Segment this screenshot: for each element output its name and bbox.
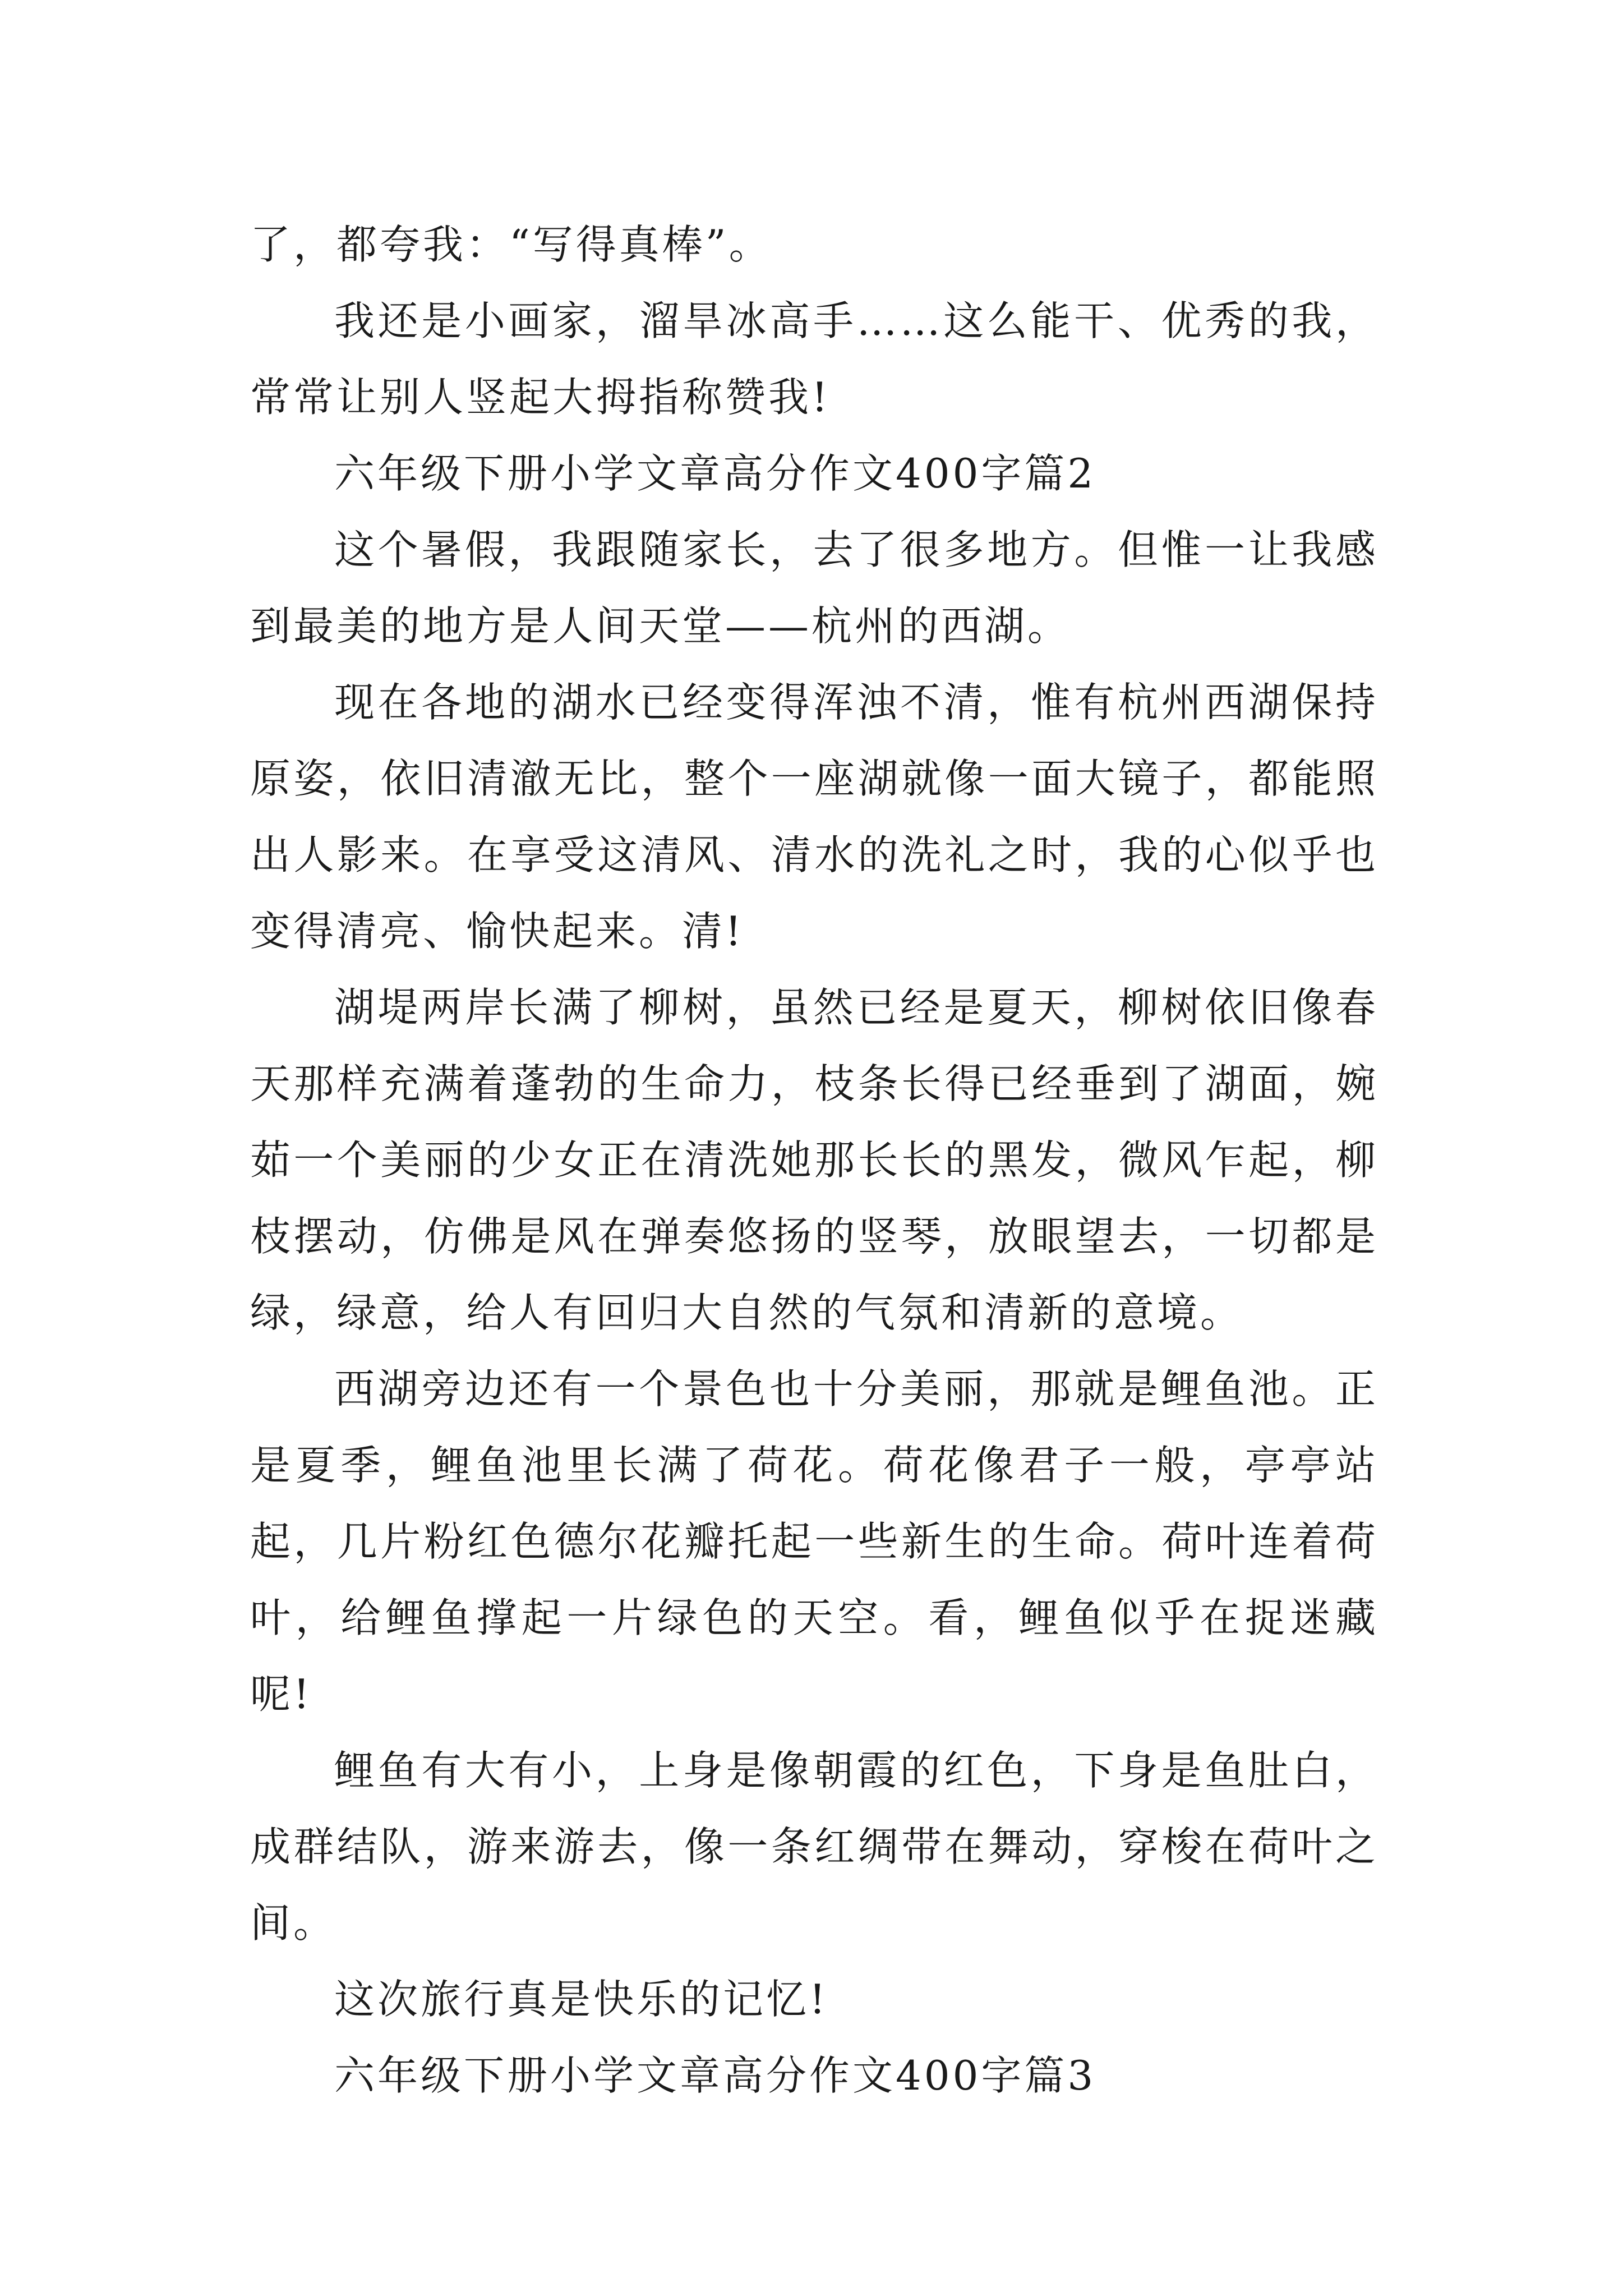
paragraph-carp-pond: 西湖旁边还有一个景色也十分美丽，那就是鲤鱼池。正是夏季，鲤鱼池里长满了荷花。荷花像君子一般，亭亭站起，几片粉红色德尔花瓣托起一些新生的生命。荷叶连着荷叶，给鲤鱼撑起一片绿色的天空。看，鲤鱼似乎在捉迷藏呢! — [250, 1365, 1378, 1718]
paragraph-carp: 鲤鱼有大有小，上身是像朝霞的红色，下身是鱼肚白，成群结队，游来游去，像一条红绸带在舞动，穿梭在荷叶之间。 — [250, 1747, 1378, 1947]
paragraph-continuation: 了，都夸我：“写得真棒”。 — [250, 221, 772, 268]
section-heading-3: 六年级下册小学文章高分作文400字篇3 — [334, 2052, 1096, 2099]
paragraph-conclusion: 这次旅行真是快乐的记忆! — [334, 1976, 828, 2023]
paragraph-summer-trip: 这个暑假，我跟随家长，去了很多地方。但惟一让我感到最美的地方是人间天堂——杭州的西湖。 — [250, 526, 1378, 650]
paragraph-skills: 我还是小画家，溜旱冰高手……这么能干、优秀的我，常常让别人竖起大拇指称赞我! — [250, 297, 1378, 421]
paragraph-willows: 湖堤两岸长满了柳树，虽然已经是夏天，柳树依旧像春天那样充满着蓬勃的生命力，枝条长得已经垂到了湖面，婉茹一个美丽的少女正在清洗她那长长的黑发，微风乍起，柳枝摆动，仿佛是风在弹奏悠扬的竖琴，放眼望去，一切都是绿，绿意，给人有回归大自然的气氛和清新的意境。 — [250, 984, 1378, 1336]
section-heading-2: 六年级下册小学文章高分作文400字篇2 — [334, 450, 1096, 497]
paragraph-west-lake-water: 现在各地的湖水已经变得浑浊不清，惟有杭州西湖保持原姿，依旧清澈无比，整个一座湖就像一面大镜子，都能照出人影来。在享受这清风、清水的洗礼之时，我的心似乎也变得清亮、愉快起来。清! — [250, 679, 1378, 955]
article-body — [250, 206, 1378, 2114]
